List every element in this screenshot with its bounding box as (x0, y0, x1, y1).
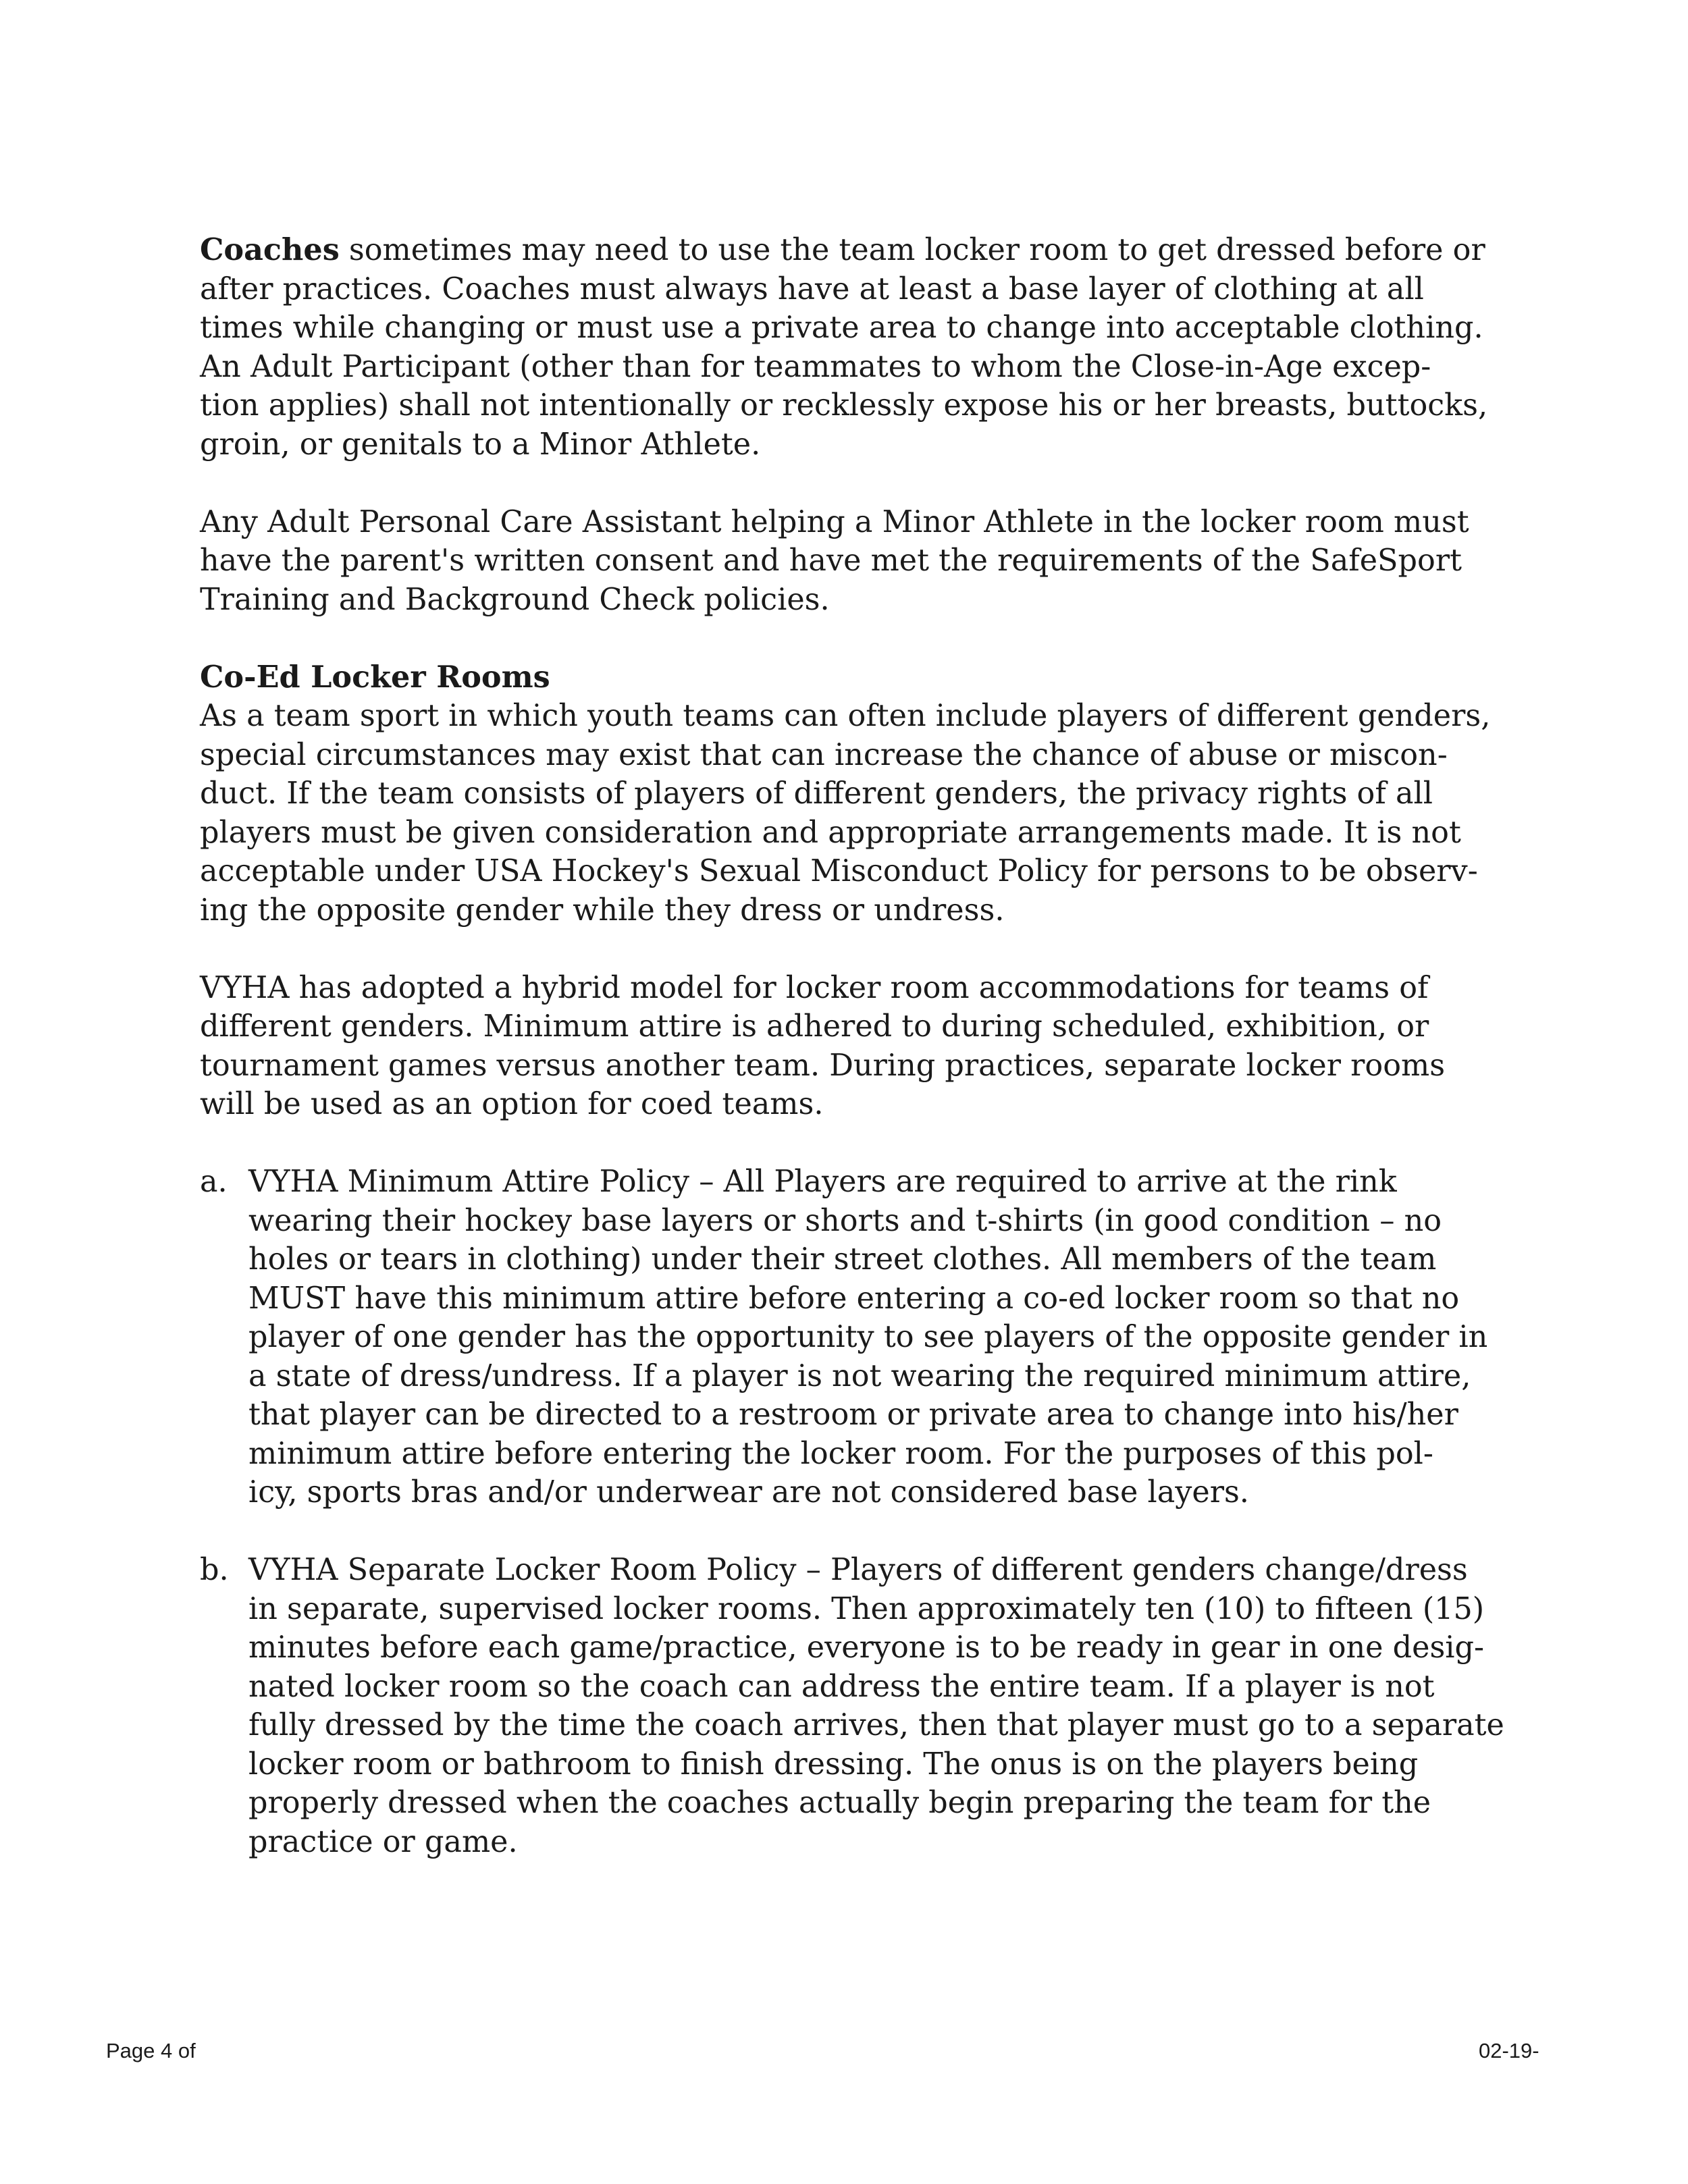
coaches-paragraph (200, 231, 1488, 464)
text-line: times while changing or must use a private area to change into acceptable clothing. (200, 311, 1483, 345)
text-line: properly dressed when the coaches actually begin preparing the team for the (248, 1786, 1431, 1820)
text-line: locker room or bathroom to finish dressing. The onus is on the players being (248, 1747, 1419, 1782)
text-line: tournament games versus another team. During practices, separate locker rooms (200, 1048, 1446, 1083)
text-line: ing the opposite gender while they dress or undress. (200, 893, 1005, 928)
text-line: acceptable under USA Hockey's Sexual Misconduct Policy for persons to be observ- (200, 854, 1478, 888)
text-line: tion applies) shall not intentionally or recklessly expose his or her breasts, buttocks, (200, 388, 1488, 423)
text-line: wearing their hockey base layers or shorts and t-shirts (in good condition – no (248, 1203, 1442, 1238)
text-line: Any Adult Personal Care Assistant helping a Minor Athlete in the locker room must (200, 504, 1469, 539)
text-line: VYHA Separate Locker Room Policy – Players of different genders change/dress (248, 1553, 1468, 1587)
document-body (200, 231, 1504, 1900)
list-marker: a. (200, 1165, 228, 1199)
text-line: have the parent's written consent and have met the requirements of the SafeSport (200, 543, 1462, 578)
text-line: player of one gender has the opportunity to see players of the opposite gender in (248, 1320, 1488, 1354)
text-line: players must be given consideration and appropriate arrangements made. It is not (200, 815, 1461, 850)
text-line: after practices. Coaches must always have at least a base layer of clothing at all (200, 271, 1424, 307)
text-line: As a team sport in which youth teams can often include players of different genders, (200, 699, 1491, 733)
text-line: icy, sports bras and/or underwear are not considered base layers. (248, 1475, 1249, 1510)
section-heading: Co-Ed Locker Rooms (200, 659, 550, 695)
text-line: minutes before each game/practice, everyone is to be ready in gear in one desig- (248, 1630, 1485, 1665)
text-line: will be used as an option for coed teams. (200, 1087, 824, 1121)
list-item-minimum-attire-policy (200, 1163, 1488, 1512)
text-line: different genders. Minimum attire is adhered to during scheduled, exhibition, or (200, 1009, 1429, 1044)
text-line: practice or game. (248, 1824, 518, 1859)
list-marker: b. (200, 1553, 229, 1587)
text-line: in separate, supervised locker rooms. Then approximately ten (10) to fifteen (15) (248, 1591, 1485, 1626)
text-line: VYHA Minimum Attire Policy – All Players are required to arrive at the rink (248, 1165, 1397, 1199)
text-line: Training and Background Check policies. (200, 582, 830, 617)
list-item-separate-locker-room-policy (200, 1551, 1504, 1861)
text-line: VYHA has adopted a hybrid model for locker room accommodations for teams of (200, 970, 1429, 1005)
hybrid-model-paragraph (200, 969, 1446, 1124)
text-line: An Adult Participant (other than for teammates to whom the Close-in-Age excep- (200, 349, 1431, 384)
footer-page-number: Page 4 of (106, 2039, 196, 2062)
coaches-bold-lead: Coaches (200, 232, 340, 267)
text-line: special circumstances may exist that can increase the chance of abuse or miscon- (200, 737, 1448, 772)
text-line: that player can be directed to a restroom or private area to change into his/her (248, 1397, 1458, 1432)
text-line: minimum attire before entering the locker room. For the purposes of this pol- (248, 1436, 1433, 1471)
text-line: fully dressed by the time the coach arrives, then that player must go to a separate (248, 1708, 1504, 1742)
coed-section (200, 658, 1491, 930)
text-line: duct. If the team consists of players of different genders, the privacy rights of all (200, 776, 1433, 811)
text-line: sometimes may need to use the team locker room to get dressed before or (339, 233, 1485, 267)
care-assistant-paragraph (200, 503, 1469, 620)
text-line: a state of dress/undress. If a player is not wearing the required minimum attire, (248, 1358, 1471, 1393)
footer-date: 02-19- (1479, 2039, 1539, 2062)
text-line: groin, or genitals to a Minor Athlete. (200, 427, 761, 462)
text-line: nated locker room so the coach can address the entire team. If a player is not (248, 1669, 1435, 1704)
text-line: MUST have this minimum attire before entering a co-ed locker room so that no (248, 1281, 1460, 1316)
text-line: holes or tears in clothing) under their street clothes. All members of the team (248, 1242, 1437, 1277)
